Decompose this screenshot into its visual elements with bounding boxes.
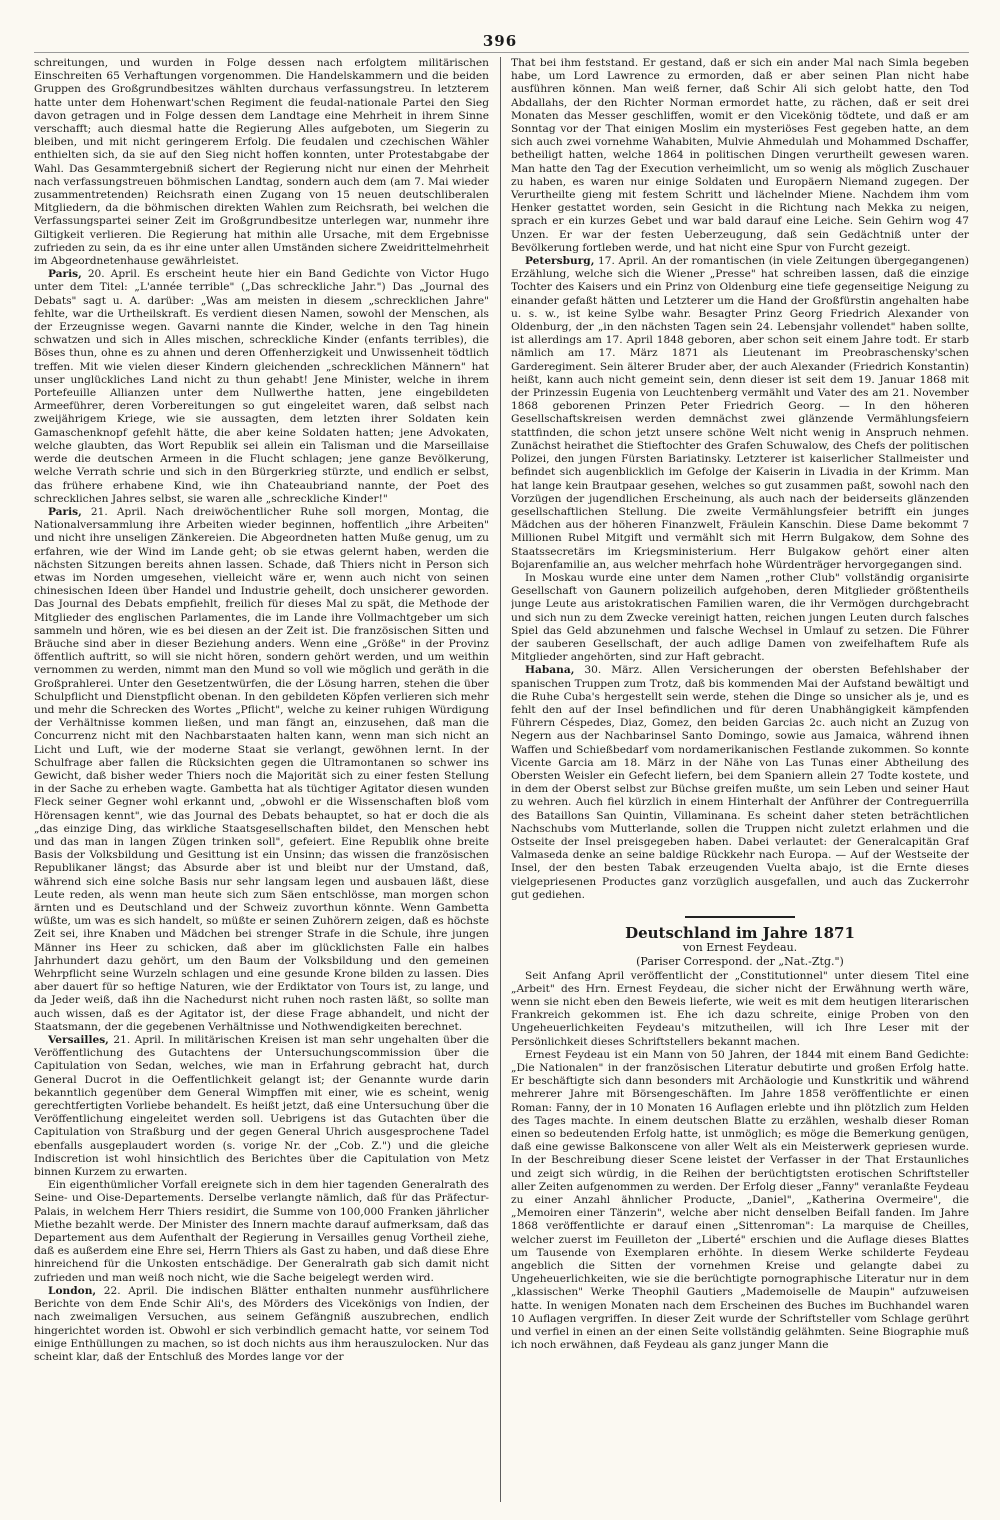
dateline: Petersburg,: [525, 255, 595, 268]
article-title: Deutschland im Jahre 1871: [625, 924, 855, 942]
article-paragraph: In Moskau wurde eine unter dem Namen „rother Club" vollständig organisirte Gesellschaft von Gaunern polizeilich aufgehoben, deren Mitglieder größtentheils junge Leute aus aristokratischen Familien waren, die ihr Vermögen durchgebracht und sich nun zu dem Zwecke vereinigt hatten, reichen jungen Leuten durch falsches Spiel das Geld abzunehmen und falsche Wechsel in Umlauf zu setzen. Die Führer der sauberen Gesellschaft, der auch adlige Damen von zweifelhaftem Rufe als Mitglieder angehörten, sind zur Haft gebracht.: [511, 571, 969, 664]
dateline: London,: [48, 1284, 97, 1297]
dateline: Versailles,: [48, 1034, 109, 1047]
article-source: (Pariser Correspond. der „Nat.-Ztg."): [636, 955, 844, 969]
right-column: [511, 57, 969, 1507]
article-paragraph: schreitungen, und wurden in Folge dessen nach erfolgtem militärischen Einschreiten 65 Verhaftungen vorgenommen. Die Handelskammern und die beiden Gruppen des Großgrundbesitzes wählten durchaus verfassungstreu. In letzterem hatte unter dem Hohenwart'schen Regiment die feudal-nationale Partei den Sieg davon getragen und in Folge dessen dem Landtage eine Mehrheit in ihrem Sinne verschafft; auch diesmal hatte die Regierung Alles aufgeboten, um Siegerin zu bleiben, und mit nicht geringerem Erfolg. Die feudalen und czechischen Wähler enthielten sich, da sie auf den Sieg nicht hoffen konnten, unter Protestabgabe der Wahl. Das Gesammtergebniß sichert der Regierung nicht nur einen der Mehrheit nach verfassungstreuen böhmischen Landtag, sondern auch dem (am 7. Mai wieder zusammentretenden) Reichsrath einen Zugang von 15 neuen deutschliberalen Mitgliedern, da die böhmischen direkten Wahlen zum Reichsrath, bei welchen die Verfassungspartei seiner Zeit im Großgrundbesitze unterlegen war, nunmehr ihre Giltigkeit verlieren. Die Regierung hat mithin alle Ursache, mit dem Ergebnisse zufrieden zu sein, da es ihr eine unter allen Umständen sichere Zweidrittelmehrheit im Abgeordnetenhause gewährleistet.: [34, 57, 489, 268]
news-item-text: 21. April. Nach dreiwöchentlicher Ruhe soll morgen, Montag, die Nationalversammlung ihre Arbeiten wieder beginnen, hoffentlich „ihre Arbeiten" und nicht ihre unseligen Zänkereien. Die Abgeordneten hatten Muße genug, um zu erfahren, wie der Wind im Lande geht; ob sie etwas gelernt haben, werden die nächsten Sitzungen bereits ahnen lassen. Schade, daß Thiers nicht in Person sich etwas im Norden umgesehen, vielleicht wäre er, wenn auch nicht von seinen chinesischen Ideen über Handel und Industrie geheilt, doch unsicherer geworden. Das Journal des Debats empfiehlt, freilich für dieses Mal zu spät, die Methode der Mitglieder des englischen Parlamentes, die im Lande ihre Vollmachtgeber um sich sammeln und hören, wie es bei diesen an der Zeit ist. Die französischen Sitten und Bräuche sind aber in dieser Beziehung anders. Wenn eine „Größe" in der Provinz öffentlich auftritt, so will sie nicht hören, sondern gehört werden, und um weithin vernommen zu werden, nimmt man den Mund so voll wie möglich und geräth in die Großprahlerei. Unter den Gesetzentwürfen, die der Lösung harren, stehen die über Schulpflicht und Dienstpflicht obenan. In den gebildeten Köpfen verlieren sich mehr und mehr die Schrecken des Wortes „Pflicht", welche zu keiner ruhigen Würdigung der Verhältnisse kommen ließen, und man fängt an, einzusehen, daß man die Concurrenz nicht mit den Nachbarstaaten halten kann, wenn man sich nicht an Licht und Luft, wie der moderne Staat sie verlangt, gewöhnen lernt. In der Schulfrage aber fallen die Rücksichten gegen die Ultramontanen so schwer ins Gewicht, daß bisher weder Thiers noch die Majorität sich zu einer festen Stellung in der Sache zu erheben wagte. Gambetta hat als tüchtiger Agitator diesen wunden Fleck seiner Gegner wohl erkannt und, „obwohl er die Wissenschaften bloß vom Hörensagen kennt", wie das Journal des Debats behauptet, so hat er doch die als „das einzige Ding, das wirkliche Staatsgesellschaften bildet, den Menschen hebt und das man in langen Zügen trinken soll", gefeiert. Eine Republik ohne breite Basis der Volksbildung und Gesittung ist ein Unsinn; das wissen die französischen Republikaner längst; das Absurde aber ist und bleibt nur der Umstand, daß, während sich eine solche Basis nur sehr langsam legen und ausbauen läßt, diese Leute reden, als wenn man heute sich zum Säen entschlösse, man morgen schon ärnten und es Deutschland und der Schweiz zuvorthun könnte. Wenn Gambetta wüßte, um was es sich handelt, so müßte er seinen Zuhörern zeigen, daß es höchste Zeit sei, ihre Knaben und Mädchen bei strenger Strafe in die Schule, ihre jungen Männer ins Heer zu schicken, daß aber im glücklichsten Falle ein halbes Jahrhundert dazu gehört, um den Baum der Volksbildung und den gemeinen Wehrpflicht seine Wurzeln schlagen und eine gesunde Krone bilden zu lassen. Dies aber dauert für so heftige Naturen, wie der Erdiktator von Tours ist, zu lange, und da Jeder weiß, daß ihn die Nachedurst nicht ruhen noch rasten läßt, so sollte man auch wissen, daß es der Agitator ist, der diese Frage abhandelt, und nicht der Staatsmann, der die gegebenen Verhältnisse und Nothwendigkeiten berechnet.: [34, 505, 489, 1033]
article-paragraph: Seit Anfang April veröffentlicht der „Constitutionnel" unter diesem Titel eine „Arbeit" des Hrn. Ernest Feydeau, die sicher nicht der Erwähnung werth wäre, wenn sie nicht eben den Beweis lieferte, wie weit es mit dem heutigen literarischen Frankreich gekommen ist. Ehe ich dazu schreite, einige Proben von den Ungeheuerlichkeiten Feydeau's mitzutheilen, will ich Ihre Leser mit der Persönlichkeit dieses Schriftstellers bekannt machen.: [511, 969, 969, 1048]
dateline: Paris,: [48, 268, 82, 281]
news-item: [511, 664, 969, 902]
news-item: [34, 1034, 489, 1179]
article-byline: von Ernest Feydeau.: [682, 941, 798, 955]
dateline: Habana,: [525, 664, 575, 677]
left-column: [34, 57, 489, 1507]
news-item-text: 17. April. An der romantischen (in viele Zeitungen übergegangenen) Erzählung, welche sich die Wiener „Presse" hat schreiben lassen, daß die einzige Tochter des Kaisers und ein Prinz von Oldenburg eine tiefe gegenseitige Neigung zu einander gefaßt hätten und Letzterer um die Hand der Großfürstin angehalten habe u. s. w., ist keine Sylbe wahr. Besagter Prinz Georg Friedrich Alexander von Oldenburg, der „in den nächsten Tagen sein 24. Lebensjahr vollendet" haben sollte, ist allerdings am 17. April 1848 geboren, aber schon seit einem Jahre todt. Er starb nämlich am 17. März 1871 als Lieutenant im Preobraschensky'schen Garderegiment. Sein älterer Bruder aber, der auch Alexander (Friedrich Konstantin) heißt, kann auch nicht gemeint sein, denn dieser ist seit dem 19. Januar 1868 mit der Prinzessin Eugenia von Leuchtenberg vermählt und Vater des am 21. November 1868 geborenen Prinzen Peter Friedrich Georg. — In den höheren Gesellschaftskreisen werden demnächst zwei glänzende Vermählungsfeiern stattfinden, die schon jetzt unsere schöne Welt nicht wenig in Anspruch nehmen. Zunächst heirathet die Stieftochter des Grafen Schuwalow, des Chefs der politischen Polizei, den jungen Fürsten Bariatinsky. Letzterer ist kaiserlicher Stallmeister und befindet sich augenblicklich im Gefolge der Kaiserin in Livadia in der Krimm. Man hat lange kein Brautpaar gesehen, welches so gut zusammen paßt, sowohl nach den Vorzügen der jugendlichen Erscheinung, als auch nach der beiderseits glänzenden gesellschaftlichen Stellung. Die zweite Vermählungsfeier betrifft ein junges Mädchen aus der höheren Finanzwelt, Fräulein Kanschin. Diese Dame bekommt 7 Millionen Rubel Mitgift und vermählt sich mit Herrn Bulgakow, dem Sohne des Staatssecretärs im Kriegsministerium. Herr Bulgakow gehört einer alten Bojarenfamilie an, aus welcher mehrfach hohe Würdenträger hervorgegangen sind.: [511, 255, 969, 571]
news-item: [34, 1285, 489, 1364]
news-item: [34, 268, 489, 506]
news-item-text: 21. April. In militärischen Kreisen ist man sehr ungehalten über die Veröffentlichung des Gutachtens der Untersuchungscommission über die Capitulation von Sedan, welches, wie man in Erfahrung gebracht hat, durch General Ducrot in die Oeffentlichkeit gelangt ist; der Genannte wurde darin bekanntlich gegenüber dem General Wimpffen mit einer, wie es scheint, wenig gerechtfertigten Vorliebe behandelt. Es heißt jetzt, daß eine Untersuchung über die Veröffentlichung eingeleitet werden soll. Uebrigens ist das Gutachten über die Capitulation von Straßburg und der gegen General Uhrich ausgesprochene Tadel ebenfalls ausgeplaudert worden (s. vorige Nr. der „Cob. Z.") und die gleiche Indiscretion ist wohl hinsichtlich des Berichtes über die Capitulation von Metz binnen Kurzem zu erwarten.: [34, 1034, 489, 1179]
section-divider: [685, 916, 795, 918]
page-number: 396: [482, 32, 518, 50]
news-item-text: 30. März. Allen Versicherungen der obersten Befehlshaber der spanischen Truppen zum Trotz, daß bis kommenden Mai der Aufstand bewältigt und die Ruhe Cuba's hergestellt sein werde, stehen die Dinge so unsicher als je, und es fehlt den auf der Insel befindlichen und für deren Unabhängigkeit kämpfenden Führern Céspedes, Diaz, Gomez, den beiden Garcias 2c. auch nicht an Zuzug von Negern aus der Nachbarinsel Santo Domingo, sowie aus Jamaica, während ihnen Waffen und Schießbedarf vom nordamerikanischen Festlande zukommen. So konnte Vicente Garcia am 18. März in der Nähe von Las Tunas einer Abtheilung des Obersten Weisler ein Gefecht liefern, bei dem Spaniern allein 27 Todte kostete, und in dem der Oberst selbst zur Büchse greifen mußte, um sein Leben und seiner Haut zu wehren. Auch fiel kürzlich in einem Hinterhalt der Anführer der Contreguerrilla des Bataillons San Quintin, Villaminana. Es scheint daher steten beträchtlichen Nachschubs vom Mutterlande, sollen die Truppen nicht zuletzt erlahmen und die Ostseite der Insel preisgegeben haben. Dabei verlautet: der Generalcapitän Graf Valmaseda denke an seine baldige Rückkehr nach Europa. — Auf der Westseite der Insel, der den besten Tabak erzeugenden Vuelta abajo, ist die Ernte dieses vielgepriesenen Productes ganz vorzüglich ausgefallen, und auch das Zuckerrohr gut gediehen.: [511, 664, 969, 901]
article-paragraph: That bei ihm feststand. Er gestand, daß er sich ein ander Mal nach Simla begeben habe, um Lord Lawrence zu ermorden, daß er aber seinen Plan nicht habe ausführen können. Man weiß ferner, daß Schir Ali sich gelobt hatte, den Tod Abdallahs, der den Richter Norman ermordet hatte, zu rächen, daß er seit drei Monaten das Messer geschliffen, womit er den Vicekönig tödtete, und daß er am Sonntag vor der That einigen Moslim ein mysteriöses Fest gegeben hatte, an dem sich auch zwei vornehme Wahabiten, Mulvie Ahmedulah und Mohammed Dschaffer, betheiligt hatten, welche 1864 in politischen Dingen verurtheilt gewesen waren. Man hatte den Tag der Execution verheimlicht, um so wenig als möglich Zuschauer zu haben, es waren nur einige Soldaten und Europäern Niemand zugegen. Der Verurtheilte gieng mit festem Schritt und lächelnder Miene. Nachdem ihm vom Henker gestattet worden, sein Gesicht in die Richtung nach Mekka zu neigen, sprach er ein kurzes Gebet und war bald darauf eine Leiche. Sein Gehirn wog 47 Unzen. Er war der festen Ueberzeugung, daß sein Gedächtniß unter der Bevölkerung fortleben werde, und hat nicht eine Spur von Furcht gezeigt.: [511, 57, 969, 254]
header-rule: [34, 52, 969, 53]
news-item: [511, 255, 969, 572]
column-divider: [500, 57, 501, 1502]
article-paragraph: Ein eigenthümlicher Vorfall ereignete sich in dem hier tagenden Generalrath des Seine- und Oise-Departements. Derselbe verlangte nämlich, daß für das Präfectur-Palais, in welchem Herr Thiers residirt, die Summe von 100,000 Franken jährlicher Miethe bezahlt werde. Der Minister des Innern machte darauf aufmerksam, daß das Departement aus dem Aufenthalt der Regierung in Versailles genug Vortheil ziehe, daß es außerdem eine Ehre sei, Herrn Thiers als Gast zu haben, und daß diese Ehre hinreichend für die Unkosten entschädige. Der Generalrath gab sich damit nicht zufrieden und man weiß noch nicht, wie die Sache beigelegt werden wird.: [34, 1179, 489, 1284]
news-item-text: 20. April. Es erscheint heute hier ein Band Gedichte von Victor Hugo unter dem Titel: „L'année terrible" („Das schreckliche Jahr.") Das „Journal des Debats" sagt u. A. darüber: „Was am meisten in diesem „schrecklichen Jahre" fehlte, war die Urtheilskraft. Es verdient diesen Namen, sowohl der Menschen, als der Erzeugnisse wegen. Gavarni nannte die Kinder, welche in den Tag hinein schwatzen und sich in Alles mischen, schreckliche Kinder (enfants terribles), die Böses thun, ohne es zu ahnen und deren Offenherzigkeit und Unwissenheit tödtlich treffen. Mit wie vielen dieser Kindern gleichenden „schrecklichen Männern" hat unser unglückliches Land nicht zu thun gehabt! Jene Minister, welche in ihrem Portefeuille Allianzen unter dem Nullwerthe hatten, jene eingebildeten Armeeführer, deren Vorbereitungen so gut eingeleitet waren, daß selbst nach zweijährigem Kriege, wie sie aussagten, dem letzten ihrer Soldaten kein Gamaschenknopf gefehlt hätte, die aber keine Soldaten hatten; jene Advokaten, welche glaubten, das Wort Republik sei allein ein Talisman und die Marseillaise werde die deutschen Armeen in die Flucht schlagen; jene ganze Bevölkerung, welche Verrath schrie und sich in den Bürgerkrieg stürzte, und endlich er selbst, das frühere erhabene Kind, wie ihn Chateaubriand nannte, der Poet des schrecklichen Jahres selbst, sie waren alle „schreckliche Kinder!": [34, 268, 489, 505]
news-item: [34, 506, 489, 1034]
article-paragraph: Ernest Feydeau ist ein Mann von 50 Jahren, der 1844 mit einem Band Gedichte: „Die Nationalen" in der französischen Literatur debutirte und großen Erfolg hatte. Er beschäftigte sich dann besonders mit Archäologie und Kunstkritik und während mehrerer Jahre mit Börsengeschäften. Im Jahre 1858 veröffentlichte er einen Roman: Fanny, der in 10 Monaten 16 Auflagen erlebte und ihn plötzlich zum Helden des Tages machte. In einem deutschen Blatte zu erzählen, weshalb dieser Roman einen so bedeutenden Erfolg hatte, ist unmöglich; es möge die Bemerkung genügen, daß eine gewisse Balkonscene von aller Welt als ein Meisterwerk gepriesen wurde. In der Beschreibung dieser Scene leistet der Verfasser in der That Erstaunliches und zeigt sich würdig, in die Reihen der berüchtigtsten erotischen Schriftsteller aller Zeiten aufgenommen zu werden. Der Erfolg dieser „Fanny" veranlaßte Feydeau zu einer Anzahl ähnlicher Producte, „Daniel", „Katherina Overmeire", die „Memoiren einer Tänzerin", welche aber nicht denselben Beifall fanden. Im Jahre 1868 veröffentlichte er darauf einen „Sittenroman": La marquise de Cheilles, welcher zuerst im Feuilleton der „Liberté" erschien und die Auflage dieses Blattes um Tausende von Exemplaren erhöhte. In diesem Werke schilderte Feydeau angeblich die Sitten der vornehmen Kreise und gelangte dabei zu Ungeheuerlichkeiten, wie sie die berüchtigte pornographische Literatur nur in dem „klassischen" Werke Theophil Gautiers „Mademoiselle de Maupin" aufzuweisen hatte. In wenigen Monaten nach dem Erscheinen des Buches im Buchhandel waren 10 Auflagen vergriffen. In dieser Zeit wurde der Schriftsteller vom Schlage gerührt und verfiel in einen an der einen Seite vollständig gelähmten. Seine Biographie muß ich noch erwähnen, daß Feydeau als ganz junger Mann die: [511, 1048, 969, 1352]
dateline: Paris,: [48, 505, 82, 518]
news-item-text: 22. April. Die indischen Blätter enthalten nunmehr ausführlichere Berichte von dem Ende Schir Ali's, des Mörders des Vicekönigs von Indien, der nach zweimaligen Versuchen, aus seinem Gefängniß auszubrechen, endlich hingerichtet worden ist. Obwohl er sich verbindlich gemacht hatte, vor seinem Tod einige Enthüllungen zu machen, so ist doch nichts aus ihm herauszulocken. Nur das scheint klar, daß der Entschluß des Mordes lange vor der: [34, 1284, 489, 1363]
